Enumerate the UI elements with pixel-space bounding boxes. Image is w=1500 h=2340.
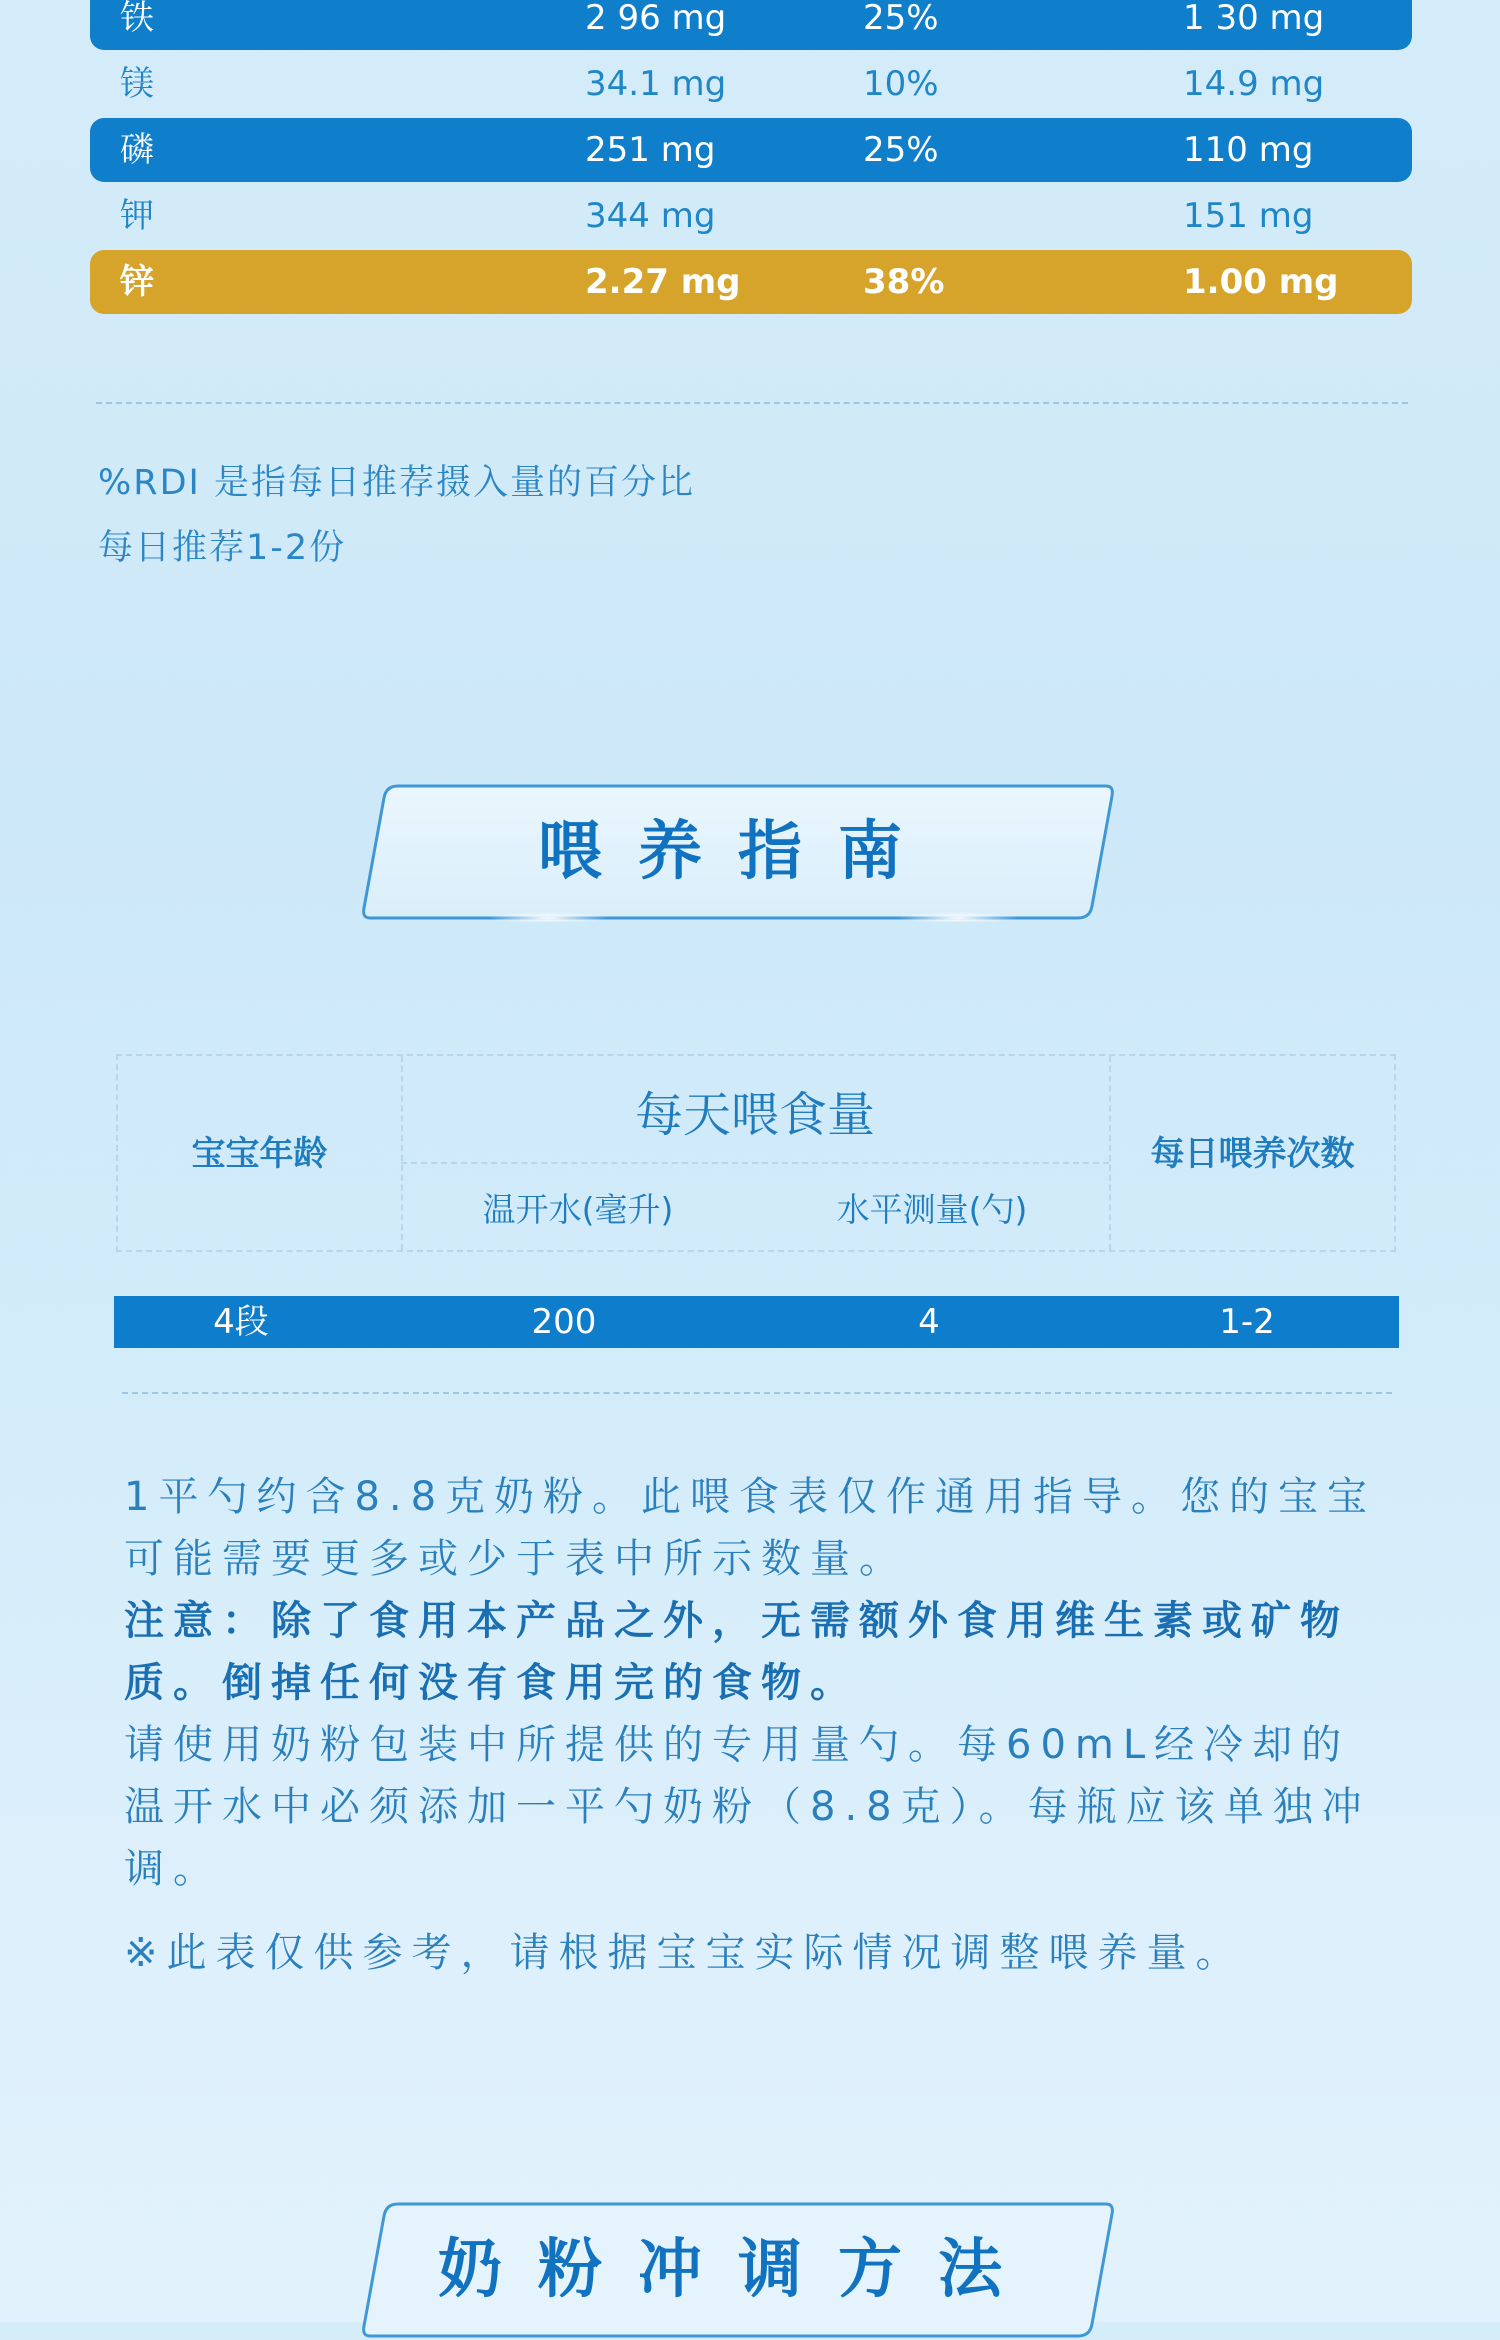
nutrient-row-zinc — [90, 250, 1412, 314]
nutrient-row-phosphorus — [90, 118, 1412, 182]
nutrient-name: 钾 — [120, 196, 154, 236]
nutrient-per-serving: 1.00 mg — [1183, 262, 1339, 302]
nutrient-row-magnesium — [90, 52, 1412, 116]
caution-paragraph: 注意：除了食用本产品之外，无需额外食用维生素或矿物质。倒掉任何没有食用完的食物。 — [124, 1598, 1349, 1706]
row-age: 4段 — [213, 1302, 269, 1342]
header-scoops: 水平测量(勺) — [836, 1190, 1028, 1229]
serving-note: 每日推荐1-2份 — [98, 528, 347, 568]
nutrient-per-serving: 110 mg — [1183, 130, 1314, 170]
disclaimer-paragraph: ※此表仅供参考，请根据宝宝实际情况调整喂养量。 — [124, 1930, 1245, 1976]
feeding-guide-title: 喂养指南 — [538, 815, 938, 889]
nutrient-amount: 344 mg — [585, 196, 716, 236]
mixing-title: 奶粉冲调方法 — [438, 2233, 1038, 2307]
row-scoops: 4 — [918, 1302, 940, 1342]
header-age: 宝宝年龄 — [191, 1134, 328, 1174]
nutrient-rdi: 10% — [863, 64, 939, 104]
divider — [122, 1392, 1392, 1394]
divider — [96, 402, 1408, 404]
nutrient-name: 铁 — [120, 0, 154, 38]
feeding-table-header — [116, 1054, 1396, 1252]
nutrient-rdi: 25% — [863, 130, 939, 170]
header-times: 每日喂养次数 — [1150, 1134, 1355, 1174]
nutrient-name: 镁 — [120, 64, 154, 104]
rdi-note: %RDI 是指每日推荐摄入量的百分比 — [98, 463, 695, 503]
nutrient-amount: 251 mg — [585, 130, 716, 170]
nutrient-amount: 2 96 mg — [585, 0, 727, 38]
nutrient-rdi: 25% — [863, 0, 939, 38]
nutrient-row-iron — [90, 0, 1412, 50]
header-water: 温开水(毫升) — [482, 1190, 674, 1229]
row-water: 200 — [531, 1302, 597, 1342]
nutrient-name: 磷 — [120, 130, 154, 170]
header-daily-amount: 每天喂食量 — [634, 1087, 875, 1143]
nutrient-amount: 34.1 mg — [585, 64, 727, 104]
divider — [401, 1162, 1109, 1164]
nutrient-per-serving: 1 30 mg — [1183, 0, 1325, 38]
instruction-paragraph: 1平勺约含8.8克奶粉。此喂食表仅作通用指导。您的宝宝可能需要更多或少于表中所示数量。 — [124, 1474, 1377, 1582]
nutrient-row-potassium — [90, 184, 1412, 248]
mixing-title-box — [358, 2200, 1118, 2340]
feeding-row — [114, 1296, 1399, 1348]
nutrient-name: 锌 — [120, 262, 154, 302]
feeding-guide-title-box — [358, 782, 1118, 922]
nutrient-rdi: 38% — [863, 262, 945, 302]
nutrient-per-serving: 151 mg — [1183, 196, 1314, 236]
nutrient-per-serving: 14.9 mg — [1183, 64, 1325, 104]
instruction-paragraph: 请使用奶粉包装中所提供的专用量勺。每60mL经冷却的温开水中必须添加一平勺奶粉（8.8克）。每瓶应该单独冲调。 — [124, 1722, 1371, 1892]
row-times: 1-2 — [1219, 1302, 1275, 1342]
nutrient-amount: 2.27 mg — [585, 262, 741, 302]
